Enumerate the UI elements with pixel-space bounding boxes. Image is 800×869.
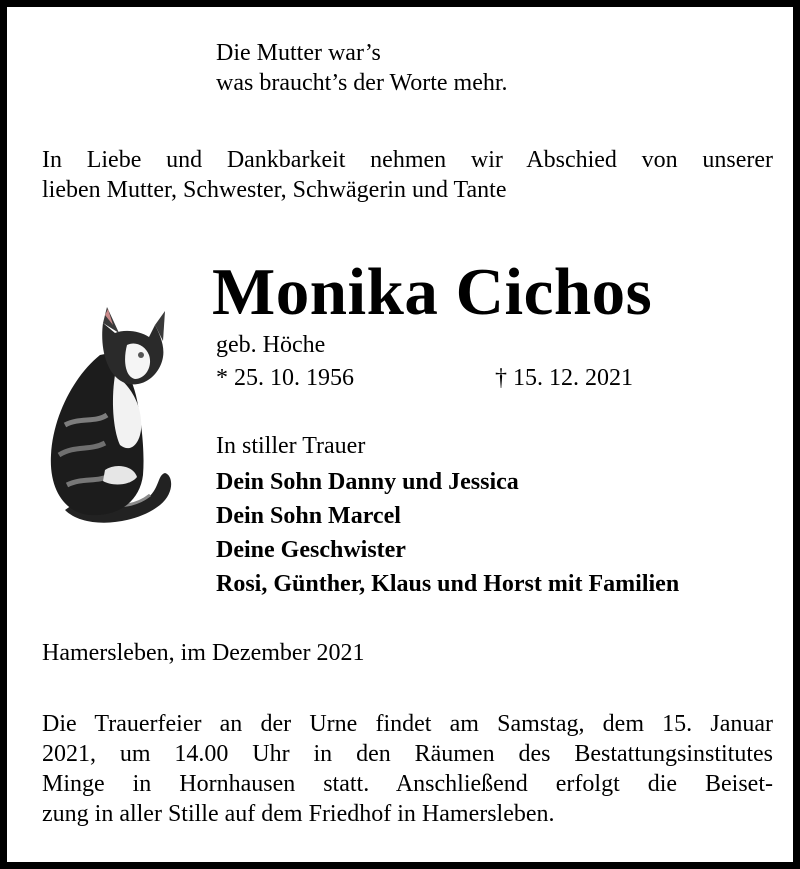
cat-photo — [45, 305, 185, 533]
death-date: † 15. 12. 2021 — [495, 365, 633, 391]
mourning-intro: In stiller Trauer — [216, 433, 366, 459]
ceremony-text — [42, 709, 773, 829]
birth-name: geb. Höche — [216, 332, 326, 358]
place-date: Hamersleben, im Dezember 2021 — [42, 640, 365, 666]
mourner-line: Deine Geschwister — [216, 537, 406, 563]
intro-line: lieben Mutter, Schwester, Schwägerin und Tante — [42, 177, 507, 203]
motto — [216, 38, 508, 98]
ceremony-line: 2021, um 14.00 Uhr in den Räumen des Bestattungsinstitutes — [42, 741, 773, 767]
ceremony-line: Minge in Hornhausen statt. Anschließend erfolgt die Beiset- — [42, 771, 773, 797]
mourner-line: Rosi, Günther, Klaus und Horst mit Familien — [216, 571, 680, 597]
deceased-name: Monika Cichos — [212, 255, 653, 329]
ceremony-line: Die Trauerfeier an der Urne findet am Samstag, dem 15. Januar — [42, 711, 773, 737]
intro-line: In Liebe und Dankbarkeit nehmen wir Abschied von unserer — [42, 147, 773, 173]
motto-line: Die Mutter war’s — [216, 40, 381, 66]
motto-line: was braucht’s der Worte mehr. — [216, 70, 508, 96]
birth-date: * 25. 10. 1956 — [216, 365, 354, 391]
intro-text — [42, 145, 773, 205]
ceremony-line: zung in aller Stille auf dem Friedhof in Hamersleben. — [42, 801, 555, 827]
cat-chest — [113, 375, 141, 448]
mourner-line: Dein Sohn Marcel — [216, 503, 401, 529]
mourners-list — [216, 465, 679, 601]
mourner-line: Dein Sohn Danny und Jessica — [216, 469, 519, 495]
